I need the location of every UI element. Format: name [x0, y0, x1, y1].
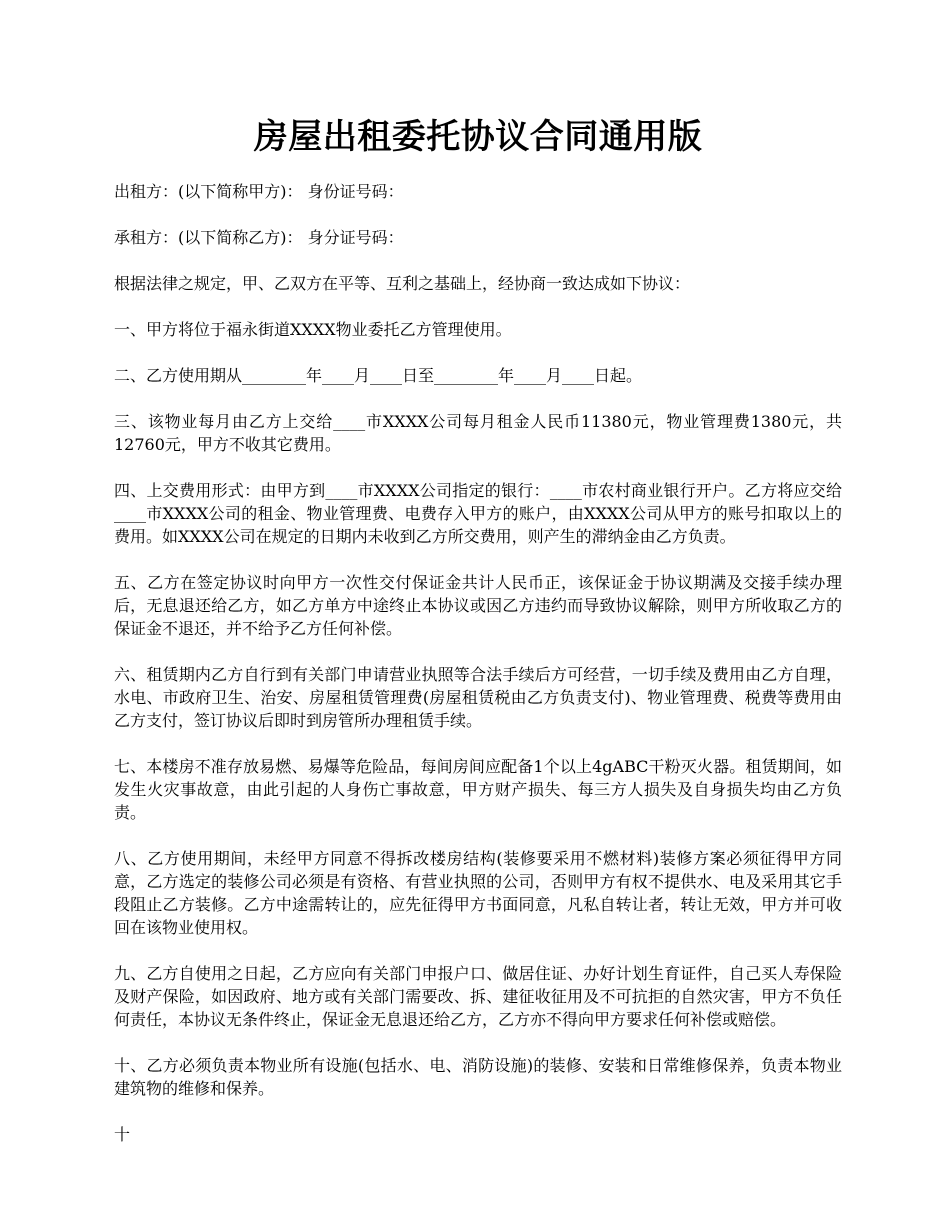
paragraph-lessee: 承租方：(以下简称乙方)： 身分证号码： [114, 228, 404, 247]
paragraph-clause-8: 八、乙方使用期间，未经甲方同意不得拆改楼房结构(装修要采用不燃材料)装修方案必须征得甲方同意，乙方选定的装修公司必须是有资格、有营业执照的公司，否则甲方有权不提供水、电及采用其它手段阻止乙方装修。乙方中途需转让的，应先征得甲方书面同意，凡私自转让者，转让无效，甲方并可收回在该物业使用权。 [114, 849, 842, 937]
paragraph-clause-1: 一、甲方将位于福永街道XXXX物业委托乙方管理使用。 [114, 320, 512, 339]
paragraph-clause-10: 十、乙方必须负责本物业所有设施(包括水、电、消防设施)的装修、安装和日常维修保养，负责本物业建筑物的维修和保养。 [114, 1056, 842, 1098]
paragraph-clause-6: 六、租赁期内乙方自行到有关部门申请营业执照等合法手续后方可经营，一切手续及费用由乙方自理，水电、市政府卫生、治安、房屋租赁管理费(房屋租赁税由乙方负责支付)、物业管理费、税费等费用由乙方支付，签订协议后即时到房管所办理租赁手续。 [114, 665, 842, 730]
paragraph-lessor: 出租方：(以下简称甲方)： 身份证号码： [114, 182, 404, 201]
paragraph-clause-9: 九、乙方自使用之日起，乙方应向有关部门申报户口、做居住证、办好计划生育证件，自己买人寿保险及财产保险，如因政府、地方或有关部门需要改、拆、建征收征用及不可抗拒的自然灾害，甲方不负任何责任，本协议无条件终止，保证金无息退还给乙方，乙方亦不得向甲方要求任何补偿或赔偿。 [114, 964, 842, 1029]
paragraph-clause-11-start: 十 [114, 1125, 131, 1144]
document-title: 房屋出租委托协议合同通用版 [253, 117, 703, 157]
document-body [114, 180, 842, 1146]
paragraph-preamble: 根据法律之规定，甲、乙双方在平等、互利之基础上，经协商一致达成如下协议： [114, 274, 691, 293]
paragraph-clause-5: 五、乙方在签定协议时向甲方一次性交付保证金共计人民币正，该保证金于协议期满及交接手续办理后，无息退还给乙方，如乙方单方中途终止本协议或因乙方违约而导致协议解除，则甲方所收取乙方的保证金不退还，并不给予乙方任何补偿。 [114, 573, 842, 638]
paragraph-clause-4: 四、上交费用形式：由甲方到____市XXXX公司指定的银行：____市农村商业银行开户。乙方将应交给____市XXXX公司的租金、物业管理费、电费存入甲方的账户，由XXXX公司从甲方的账号扣取以上的费用。如XXXX公司在规定的日期内未收到乙方所交费用，则产生的滞纳金由乙方负责。 [114, 481, 842, 546]
paragraph-clause-2: 二、乙方使用期从________年____月____日至________年____月____日起。 [114, 366, 643, 385]
paragraph-clause-7: 七、本楼房不准存放易燃、易爆等危险品，每间房间应配备1个以上4gABC干粉灭火器。租赁期间，如发生火灾事故意，由此引起的人身伤亡事故意，甲方财产损失、每三方人损失及自身损失均由乙方负责。 [114, 757, 842, 822]
paragraph-clause-3: 三、该物业每月由乙方上交给____市XXXX公司每月租金人民币11380元，物业管理费1380元，共12760元，甲方不收其它费用。 [114, 412, 842, 454]
document-page [114, 0, 842, 1169]
